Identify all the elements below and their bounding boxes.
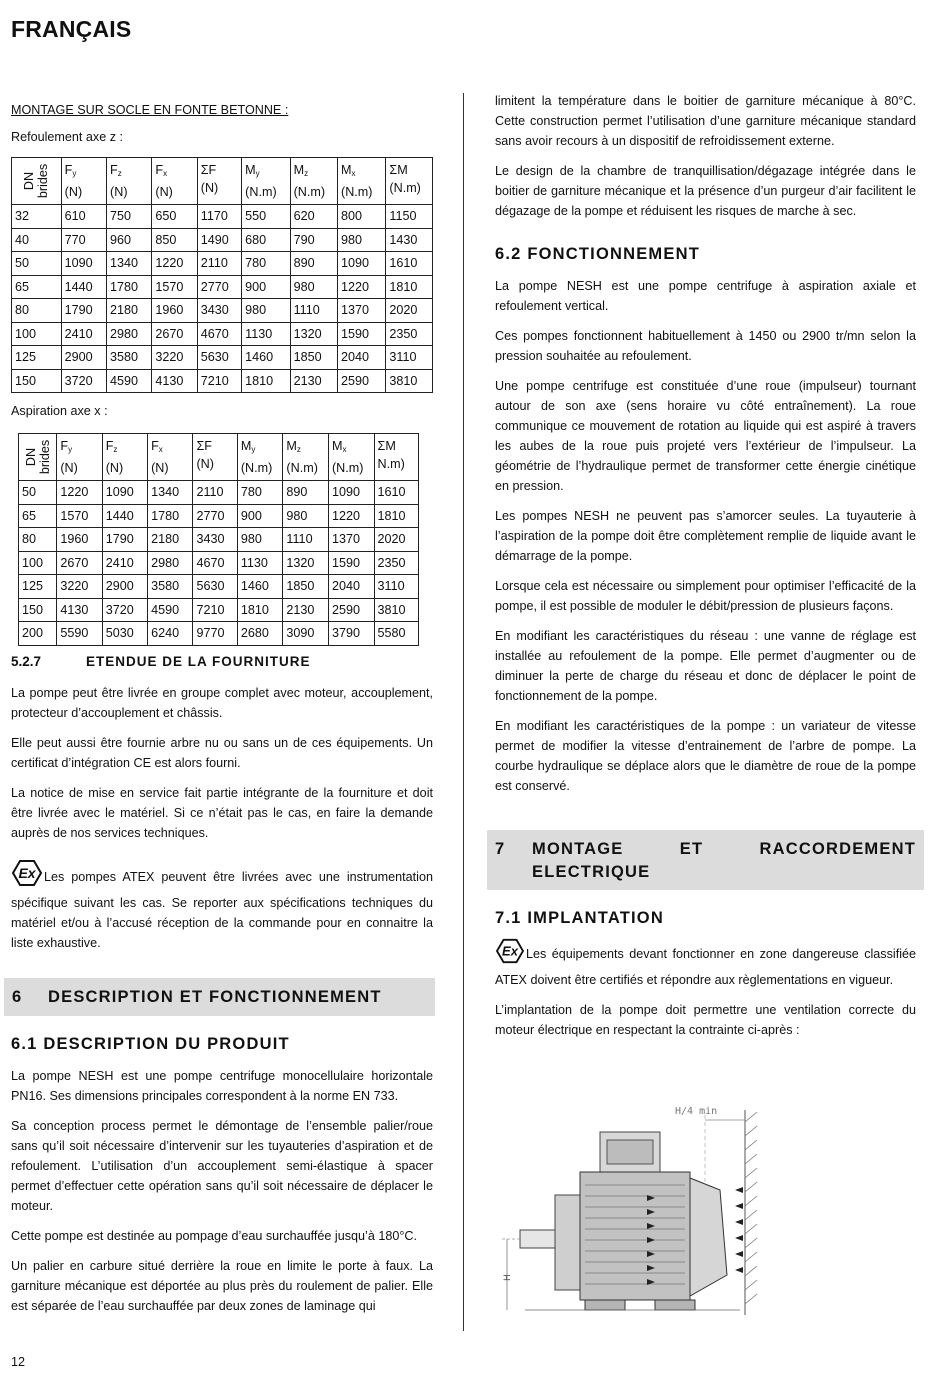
table-row xyxy=(19,481,419,505)
table-cell: 125 xyxy=(12,346,62,370)
section-71-title: IMPLANTATION xyxy=(527,909,664,927)
table-cell: 3580 xyxy=(148,575,193,599)
table-cell: 750 xyxy=(107,205,152,229)
table-cell: 980 xyxy=(283,504,329,528)
table-cell: 1370 xyxy=(328,528,374,552)
table-cell: 1570 xyxy=(57,504,102,528)
paragraph: Sa conception process permet le démontage de l’ensemble palier/roue sans qu’il soit nécessaire d’intervenir sur les tuyauteries d’aspiration et de refoulement. L’utilisation d’un accouplement semi-élastique à spacer permet d’effectuer cette opération sans qu’il soit nécessaire de déplacer le moteur. xyxy=(11,1118,433,1213)
table-cell: 150 xyxy=(19,598,57,622)
table-cell: 1220 xyxy=(338,275,386,299)
table-cell: 6240 xyxy=(148,622,193,646)
table-cell: 1130 xyxy=(237,551,283,575)
table-cell: 900 xyxy=(242,275,290,299)
table-row xyxy=(12,228,433,252)
table-cell: 4130 xyxy=(57,598,102,622)
table-cell: 1110 xyxy=(290,299,337,323)
table-cell: 1320 xyxy=(290,322,337,346)
table-cell: 3810 xyxy=(374,598,418,622)
table-cell: 780 xyxy=(237,481,283,505)
table-cell: 100 xyxy=(19,551,57,575)
table-cell: 1810 xyxy=(374,504,418,528)
table-cell: 1790 xyxy=(102,528,147,552)
paragraph: La pompe NESH est une pompe centrifuge monocellulaire horizontale PN16. Ses dimensions principales correspondent à la norme EN 733. xyxy=(11,1068,433,1103)
table-cell: 1220 xyxy=(57,481,102,505)
table-cell: 7210 xyxy=(193,598,237,622)
section-61-number: 6.1 xyxy=(11,1034,38,1053)
table-cell: 1810 xyxy=(242,369,290,393)
table-row xyxy=(19,551,419,575)
table-row xyxy=(12,299,433,323)
figure-label-h4-min: H/4 min xyxy=(675,1106,718,1117)
table-cell: 40 xyxy=(12,228,62,252)
table-cell: 1590 xyxy=(338,322,386,346)
section-7-title-line2: ELECTRIQUE xyxy=(532,863,651,881)
table-cell: 2680 xyxy=(237,622,283,646)
table-cell: 4590 xyxy=(148,598,193,622)
section-7-title-word: MONTAGE xyxy=(532,840,624,858)
table-cell: 1170 xyxy=(197,205,241,229)
table-cell: 980 xyxy=(237,528,283,552)
table-cell: 1340 xyxy=(148,481,193,505)
discharge-label: Refoulement axe z : xyxy=(11,130,124,144)
table-cell: 5630 xyxy=(193,575,237,599)
table-cell: 3220 xyxy=(57,575,102,599)
motor-ventilation-figure xyxy=(495,1100,775,1325)
table-cell: 790 xyxy=(290,228,337,252)
column-header: $F_y$ (N) xyxy=(61,158,106,205)
table-cell: 2180 xyxy=(107,299,152,323)
table-row xyxy=(19,528,419,552)
table-cell: 770 xyxy=(61,228,106,252)
paragraph: Ces pompes fonctionnent habituellement à 1450 ou 2900 tr/mn selon la pression souhaitée au refoulement. xyxy=(495,329,916,363)
table-cell: 1090 xyxy=(61,252,106,276)
section-61-heading xyxy=(11,1035,433,1054)
column-header: ΣF (N) xyxy=(197,158,241,205)
table-row xyxy=(12,275,433,299)
table-cell: 1850 xyxy=(283,575,329,599)
table-cell: 50 xyxy=(12,252,62,276)
table-cell: 2110 xyxy=(193,481,237,505)
table-cell: 890 xyxy=(290,252,337,276)
atex-paragraph: Ex Les équipements devant fonctionner en zone dangereuse classifiée ATEX doivent être certifiés et répondre aux règlementations en vigueur. xyxy=(495,938,916,990)
column-header: $M_x$ (N.m) xyxy=(338,158,386,205)
table-cell: 2980 xyxy=(148,551,193,575)
table-cell: 2110 xyxy=(197,252,241,276)
table-row xyxy=(12,369,433,393)
table-cell: 2980 xyxy=(107,322,152,346)
table-cell: 1090 xyxy=(328,481,374,505)
discharge-forces-table xyxy=(11,157,433,393)
table-row xyxy=(12,346,433,370)
paragraph: La pompe peut être livrée en groupe complet avec moteur, accouplement, protecteur d’accouplement et châssis. xyxy=(11,685,433,720)
table-cell: 2020 xyxy=(386,299,433,323)
suction-forces-table xyxy=(18,433,419,646)
table-cell: 800 xyxy=(338,205,386,229)
table-cell: 650 xyxy=(152,205,197,229)
table-cell: 980 xyxy=(290,275,337,299)
table-cell: 1610 xyxy=(374,481,418,505)
table-cell: 5590 xyxy=(57,622,102,646)
table-cell: 960 xyxy=(107,228,152,252)
section-62-title: FONCTIONNEMENT xyxy=(527,245,700,263)
table-cell: 1090 xyxy=(338,252,386,276)
table-cell: 900 xyxy=(237,504,283,528)
section-71-number: 7.1 xyxy=(495,909,522,927)
table-cell: 2770 xyxy=(193,504,237,528)
table-cell: 3790 xyxy=(328,622,374,646)
page-number: 12 xyxy=(11,1355,26,1369)
table-cell: 1610 xyxy=(386,252,433,276)
left-column xyxy=(11,100,433,1326)
table-cell: 2040 xyxy=(338,346,386,370)
paragraph: En modifiant les caractéristiques du réseau : une vanne de réglage est installée au refoulement de la pompe. Elle permet d’augmenter ou de diminuer la perte de charge du réseau et donc de déplacer le point de fonctionnement de la pompe. xyxy=(495,629,916,703)
table-row xyxy=(12,205,433,229)
table-cell: 4590 xyxy=(107,369,152,393)
table-cell: 3110 xyxy=(374,575,418,599)
table-cell: 5580 xyxy=(374,622,418,646)
section-527-number: 5.2.7 xyxy=(11,653,42,669)
table-cell: 2130 xyxy=(290,369,337,393)
atex-ex-icon xyxy=(495,938,525,970)
table-cell: 1220 xyxy=(328,504,374,528)
table-cell: 1960 xyxy=(152,299,197,323)
column-header: ΣM N.m) xyxy=(374,434,418,481)
paragraph: En modifiant les caractéristiques de la pompe : un variateur de vitesse permet de modifier la vitesse d’entrainement de l’arbre de pompe. La courbe hydraulique se déplace alors que le diamètre de roue de la pompe est conservé. xyxy=(495,719,916,793)
table-cell: 3220 xyxy=(152,346,197,370)
section-527-heading xyxy=(11,654,433,669)
section-7-number: 7 xyxy=(495,840,506,858)
suction-label: Aspiration axe x : xyxy=(11,404,108,418)
table-cell: 7210 xyxy=(197,369,241,393)
right-column xyxy=(495,91,916,1050)
table-cell: 680 xyxy=(242,228,290,252)
table-cell: 2900 xyxy=(61,346,106,370)
table-cell: 890 xyxy=(283,481,329,505)
column-header: $M_z$ (N.m) xyxy=(283,434,329,481)
table-cell: 2410 xyxy=(61,322,106,346)
table-cell: 980 xyxy=(242,299,290,323)
column-header: $F_x$ (N) xyxy=(148,434,193,481)
table-cell: 2020 xyxy=(374,528,418,552)
table-cell: 1130 xyxy=(242,322,290,346)
table-cell: 2350 xyxy=(386,322,433,346)
table-cell: 1790 xyxy=(61,299,106,323)
section-7-title-word: ET xyxy=(679,840,704,858)
atex-ex-icon xyxy=(11,859,43,893)
paragraph: Cette pompe est destinée au pompage d’eau surchauffée jusqu’à 180°C. xyxy=(11,1228,417,1243)
column-header: ΣF (N) xyxy=(193,434,237,481)
paragraph: Lorsque cela est nécessaire ou simplement pour optimiser l’efficacité de la pompe, il est possible de moduler le débit/pression de plusieurs façons. xyxy=(495,579,916,613)
table-cell: 2350 xyxy=(374,551,418,575)
table-cell: 3110 xyxy=(386,346,433,370)
table-row xyxy=(12,252,433,276)
table-cell: 65 xyxy=(12,275,62,299)
table-cell: 4130 xyxy=(152,369,197,393)
table-cell: 200 xyxy=(19,622,57,646)
table-cell: 150 xyxy=(12,369,62,393)
paragraph: limitent la température dans le boitier de garniture mécanique à 80°C. Cette construction permet l’utilisation d’une garniture mécanique standard sans avoir recours à un dispositif de refroidissement externe. xyxy=(495,94,916,148)
table-cell: 2900 xyxy=(102,575,147,599)
table-cell: 80 xyxy=(12,299,62,323)
table-cell: 9770 xyxy=(193,622,237,646)
table-cell: 1460 xyxy=(237,575,283,599)
table-cell: 1150 xyxy=(386,205,433,229)
table-cell: 2770 xyxy=(197,275,241,299)
table-cell: 5630 xyxy=(197,346,241,370)
section-6-number: 6 xyxy=(12,987,23,1006)
table-cell: 1370 xyxy=(338,299,386,323)
table-cell: 3430 xyxy=(193,528,237,552)
table-cell: 1460 xyxy=(242,346,290,370)
table-cell: 1090 xyxy=(102,481,147,505)
table-cell: 1320 xyxy=(283,551,329,575)
table-cell: 2590 xyxy=(338,369,386,393)
table-header-row xyxy=(19,434,419,481)
table-cell: 850 xyxy=(152,228,197,252)
table-cell: 980 xyxy=(338,228,386,252)
language-heading: FRANÇAIS xyxy=(11,16,132,42)
table-cell: 1490 xyxy=(197,228,241,252)
table-cell: 3720 xyxy=(102,598,147,622)
table-cell: 50 xyxy=(19,481,57,505)
table-cell: 4670 xyxy=(197,322,241,346)
section-61-title: DESCRIPTION DU PRODUIT xyxy=(43,1034,290,1053)
column-header: $M_y$ (N.m) xyxy=(242,158,290,205)
figure-label-h: H xyxy=(503,1274,513,1281)
table-row xyxy=(19,598,419,622)
column-header: $M_z$ (N.m) xyxy=(290,158,337,205)
table-cell: 1110 xyxy=(283,528,329,552)
section-62-heading xyxy=(495,245,916,264)
table-cell: 1440 xyxy=(61,275,106,299)
table-cell: 4670 xyxy=(193,551,237,575)
paragraph: La pompe NESH est une pompe centrifuge à aspiration axiale et refoulement vertical. xyxy=(495,279,916,313)
mount-title: MONTAGE SUR SOCLE EN FONTE BETONNE : xyxy=(11,103,289,117)
table-cell: 80 xyxy=(19,528,57,552)
table-row xyxy=(19,575,419,599)
column-header: $F_y$ (N) xyxy=(57,434,102,481)
paragraph: L’implantation de la pompe doit permettre une ventilation correcte du moteur électrique en respectant la contrainte ci-après : xyxy=(495,1003,916,1037)
table-cell: 2040 xyxy=(328,575,374,599)
table-row xyxy=(19,622,419,646)
paragraph: Elle peut aussi être fournie arbre nu ou sans un de ces équipements. Un certificat d’intégration CE est alors fourni. xyxy=(11,735,433,770)
table-cell: 1780 xyxy=(148,504,193,528)
table-cell: 125 xyxy=(19,575,57,599)
table-cell: 1850 xyxy=(290,346,337,370)
table-cell: 1810 xyxy=(237,598,283,622)
table-cell: 1960 xyxy=(57,528,102,552)
svg-text:Ex: Ex xyxy=(502,943,518,959)
table-cell: 1810 xyxy=(386,275,433,299)
table-cell: 32 xyxy=(12,205,62,229)
table-cell: 1440 xyxy=(102,504,147,528)
section-527-title: ETENDUE DE LA FOURNITURE xyxy=(86,653,311,669)
paragraph: La notice de mise en service fait partie intégrante de la fourniture et doit être livrée avec le matériel. Si ce n’était pas le cas, en faire la demande auprès de nos services techniques. xyxy=(11,785,433,840)
column-header: $F_z$ (N) xyxy=(102,434,147,481)
table-cell: 1220 xyxy=(152,252,197,276)
table-cell: 1780 xyxy=(107,275,152,299)
table-cell: 3090 xyxy=(283,622,329,646)
section-71-heading xyxy=(495,909,916,928)
table-cell: 620 xyxy=(290,205,337,229)
table-cell: 610 xyxy=(61,205,106,229)
table-cell: 1570 xyxy=(152,275,197,299)
table-cell: 2670 xyxy=(57,551,102,575)
table-row xyxy=(12,322,433,346)
paragraph: Un palier en carbure situé derrière la roue en limite le porte à faux. La garniture mécanique est déportée au plus près du roulement de palier. Elle est séparée de l’eau surchauffée par deux zones de laminage qui xyxy=(11,1258,433,1313)
section-7-heading xyxy=(487,830,924,890)
table-header-row xyxy=(12,158,433,205)
table-row xyxy=(19,504,419,528)
table-cell: 2670 xyxy=(152,322,197,346)
table-cell: 1340 xyxy=(107,252,152,276)
table-cell: 65 xyxy=(19,504,57,528)
table-cell: 1590 xyxy=(328,551,374,575)
column-header: ΣM (N.m) xyxy=(386,158,433,205)
section-6-heading xyxy=(4,978,435,1016)
table-cell: 3580 xyxy=(107,346,152,370)
column-header: $F_x$ (N) xyxy=(152,158,197,205)
table-cell: 550 xyxy=(242,205,290,229)
column-header: $M_x$ (N.m) xyxy=(328,434,374,481)
paragraph: Une pompe centrifuge est constituée d’une roue (impulseur) tournant autour de son axe (sens horaire vu côté entraînement). La roue communique ce mouvement de rotation au liquide qui est aspiré à travers les aubes de la roue puis projeté vers l’extérieur de l’impulseur. La géométrie de l’hydraulique permet de transformer cette énergie cinétique en pression. xyxy=(495,379,916,493)
column-divider xyxy=(463,93,464,1331)
table-cell: 2180 xyxy=(148,528,193,552)
table-cell: 3430 xyxy=(197,299,241,323)
table-cell: 5030 xyxy=(102,622,147,646)
table-cell: 1430 xyxy=(386,228,433,252)
paragraph: Le design de la chambre de tranquillisation/dégazage intégrée dans le boitier de garniture mécanique et la présence d’un purgeur d’air facilitent le dégazage de la pompe et réduisent les risques de marche à sec. xyxy=(495,164,916,218)
table-cell: 100 xyxy=(12,322,62,346)
dn-header-cell: DN brides xyxy=(12,158,62,205)
table-cell: 780 xyxy=(242,252,290,276)
table-cell: 2590 xyxy=(328,598,374,622)
paragraph: Les pompes NESH ne peuvent pas s’amorcer seules. La tuyauterie à l’aspiration de la pompe doit être complètement remplie de liquide avant le démarrage de la pompe. xyxy=(495,509,916,563)
dn-header-cell: DN brides xyxy=(19,434,57,481)
section-62-number: 6.2 xyxy=(495,245,522,263)
table-cell: 2410 xyxy=(102,551,147,575)
table-cell: 3810 xyxy=(386,369,433,393)
column-header: $F_z$ (N) xyxy=(107,158,152,205)
table-cell: 3720 xyxy=(61,369,106,393)
column-header: $M_y$ (N.m) xyxy=(237,434,283,481)
section-7-title-word: RACCORDEMENT xyxy=(759,840,916,858)
svg-text:Ex: Ex xyxy=(18,864,36,881)
table-cell: 2130 xyxy=(283,598,329,622)
atex-paragraph: Ex Les pompes ATEX peuvent être livrées avec une instrumentation spécifique suivant les cas. Se reporter aux spécifications techniques du matériel et/ou à l’accusé réception de la commande pour en connaitre la liste exhaustive. xyxy=(11,859,433,953)
section-6-title: DESCRIPTION ET FONCTIONNEMENT xyxy=(48,987,382,1006)
